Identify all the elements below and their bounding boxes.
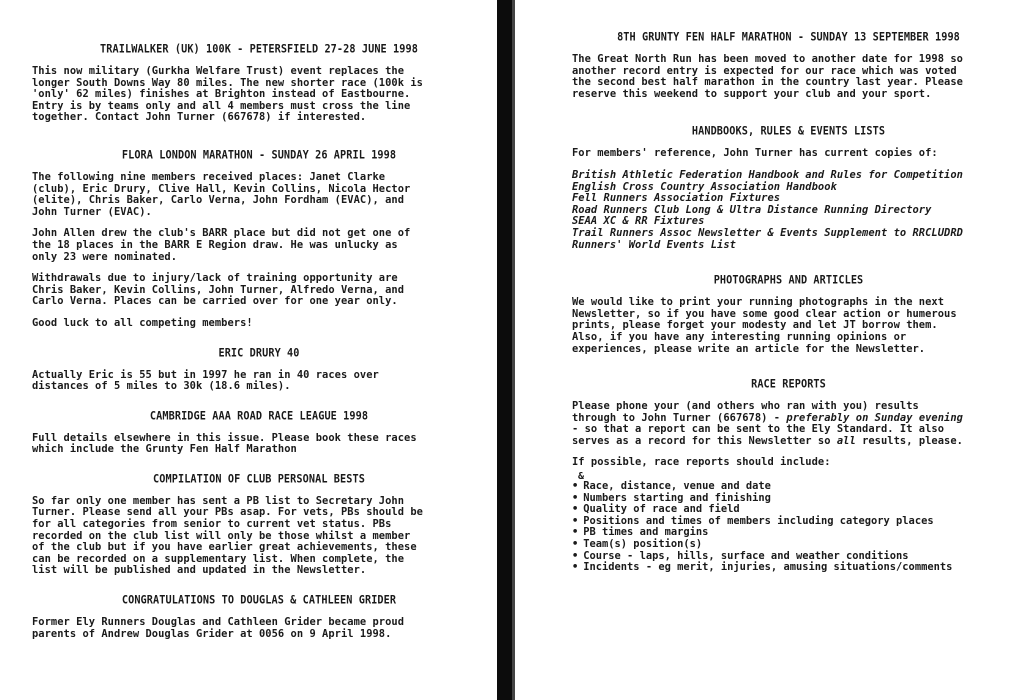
race-report-checklist <box>572 481 1005 574</box>
handbook-item: Road Runners Club Long & Ultra Distance Running Directory <box>572 203 932 216</box>
personal-bests-heading: COMPILATION OF CLUB PERSONAL BESTS <box>153 473 365 486</box>
handbook-item: SEAA XC & RR Fixtures <box>572 215 705 228</box>
handbook-item: Trail Runners Assoc Newsletter & Events Supplement to RRCLUDRD <box>572 226 963 239</box>
race-reports-emphasis: all <box>836 434 856 447</box>
trailwalker-heading: TRAILWALKER (UK) 100K - PETERSFIELD 27-28 JUNE 1998 <box>100 43 418 56</box>
photographs-body: We would like to print your running photographs in the next Newsletter, so if you have some good clear action or humerous prints, please forget your modesty and let JT borrow them. Also, if you have any interesting running opinions or experiences, please write an article for the Newsletter. <box>572 296 957 355</box>
grunty-fen-section <box>572 32 1005 100</box>
race-reports-text: Please phone your (and others who ran with you) results through to John Turner (667678) - <box>572 400 919 424</box>
checklist-item: • Quality of race and field <box>572 504 1005 516</box>
congratulations-heading: CONGRATULATIONS TO DOUGLAS & CATHLEEN GRIDER <box>121 594 397 607</box>
handbook-item: English Cross Country Association Handbook <box>572 180 837 193</box>
binding-gutter <box>497 0 512 700</box>
handbook-item: Runners' World Events List <box>572 238 736 251</box>
flora-withdrawals-paragraph: Withdrawals due to injury/lack of training opportunity are Chris Baker, Kevin Collins, John Turner, Alfredo Verna, and Carlo Verna. Places can be carried over for one year only. <box>32 272 405 308</box>
cambridge-league-body: Full details elsewhere in this issue. Please book these races which include the Grunty Fen Half Marathon <box>32 431 417 456</box>
race-reports-text: results, please. <box>855 434 963 447</box>
handbooks-section <box>572 126 1005 251</box>
flora-good-luck: Good luck to all competing members! <box>32 316 253 329</box>
right-page <box>512 0 1019 700</box>
checklist-item: • Team(s) position(s) <box>572 539 1005 551</box>
flora-marathon-heading: FLORA LONDON MARATHON - SUNDAY 26 APRIL 1998 <box>121 149 397 162</box>
race-reports-section <box>572 379 1005 574</box>
race-reports-heading: RACE REPORTS <box>751 378 826 391</box>
grunty-fen-body: The Great North Run has been moved to another date for 1998 so another record entry is expected for our race which was voted the second best half marathon in the country last year. Please reserve this weekend to support your club and your sport. <box>572 53 963 100</box>
stray-mark: & <box>578 471 585 483</box>
race-reports-body <box>572 401 1005 447</box>
eric-drury-body: Actually Eric is 55 but in 1997 he ran in 40 races over distances of 5 miles to 30k (18.6 miles). <box>32 368 379 393</box>
personal-bests-body: So far only one member has sent a PB list to Secretary John Turner. Please send all your PBs asap. For vets, PBs should be for all categories from senior to current vet status. PBs recorded on the club list will only be those whilst a member of the club but if you have earlier great achievements, these can be recorded on a supplementary list. When complete, the list will be published and updated in the Newsletter. <box>32 494 423 577</box>
handbooks-list <box>572 170 1005 251</box>
handbook-item: Fell Runners Association Fixtures <box>572 192 781 205</box>
checklist-item: • Positions and times of members including category places <box>572 516 1005 528</box>
flora-barr-paragraph: John Allen drew the club's BARR place but did not get one of the 18 places in the BARR E Region draw. He was unlucky as only 23 were nominated. <box>32 227 411 263</box>
photographs-section <box>572 275 1005 355</box>
left-page <box>0 0 500 700</box>
congratulations-section <box>32 595 486 640</box>
eric-drury-section <box>32 348 486 393</box>
race-reports-text: - so that a report can be sent to the Ely Standard. It also serves as a record for this Newsletter so <box>572 423 945 447</box>
trailwalker-body: This now military (Gurkha Welfare Trust) event replaces the longer South Downs Way 80 miles. The new shorter race (100k is 'only' 62 miles) finishes at Brighton instead of Eastbourne. Entry is by teams only and all 4 members must cross the line together. Contact John Turner (667678) if interested. <box>32 65 423 124</box>
eric-drury-heading: ERIC DRURY 40 <box>218 346 300 360</box>
flora-marathon-section <box>32 150 486 330</box>
race-reports-emphasis: preferably on Sunday evening <box>786 411 963 424</box>
personal-bests-section <box>32 474 486 577</box>
checklist-item: • PB times and margins <box>572 527 1005 539</box>
handbook-item: British Athletic Federation Handbook and Rules for Competition <box>572 168 963 181</box>
cambridge-league-section <box>32 411 486 456</box>
handbooks-heading: HANDBOOKS, RULES & EVENTS LISTS <box>691 125 886 139</box>
cambridge-league-heading: CAMBRIDGE AAA ROAD RACE LEAGUE 1998 <box>149 410 369 423</box>
grunty-fen-heading: 8TH GRUNTY FEN HALF MARATHON - SUNDAY 13 SEPTEMBER 1998 <box>617 31 960 44</box>
handbooks-intro: For members' reference, John Turner has current copies of: <box>572 147 938 160</box>
checklist-item: • Course - laps, hills, surface and weather conditions <box>572 551 1005 563</box>
checklist-item: • Numbers starting and finishing <box>572 493 1005 505</box>
checklist-item: • Race, distance, venue and date <box>572 481 1005 493</box>
photographs-heading: PHOTOGRAPHS AND ARTICLES <box>713 274 864 287</box>
checklist-item: • Incidents - eg merit, injuries, amusing situations/comments <box>572 562 1005 574</box>
congratulations-body: Former Ely Runners Douglas and Cathleen Grider became proud parents of Andrew Douglas Grider at 0056 on 9 April 1998. <box>32 616 405 640</box>
flora-places-paragraph: The following nine members received places: Janet Clarke (club), Eric Drury, Clive Hall, Kevin Collins, Nicola Hector (elite), Chris Baker, Carlo Verna, John Fordham (EVAC), and John Turner (EVAC). <box>32 170 411 218</box>
race-reports-include-intro: If possible, race reports should include: <box>572 456 831 469</box>
trailwalker-section <box>32 44 486 124</box>
